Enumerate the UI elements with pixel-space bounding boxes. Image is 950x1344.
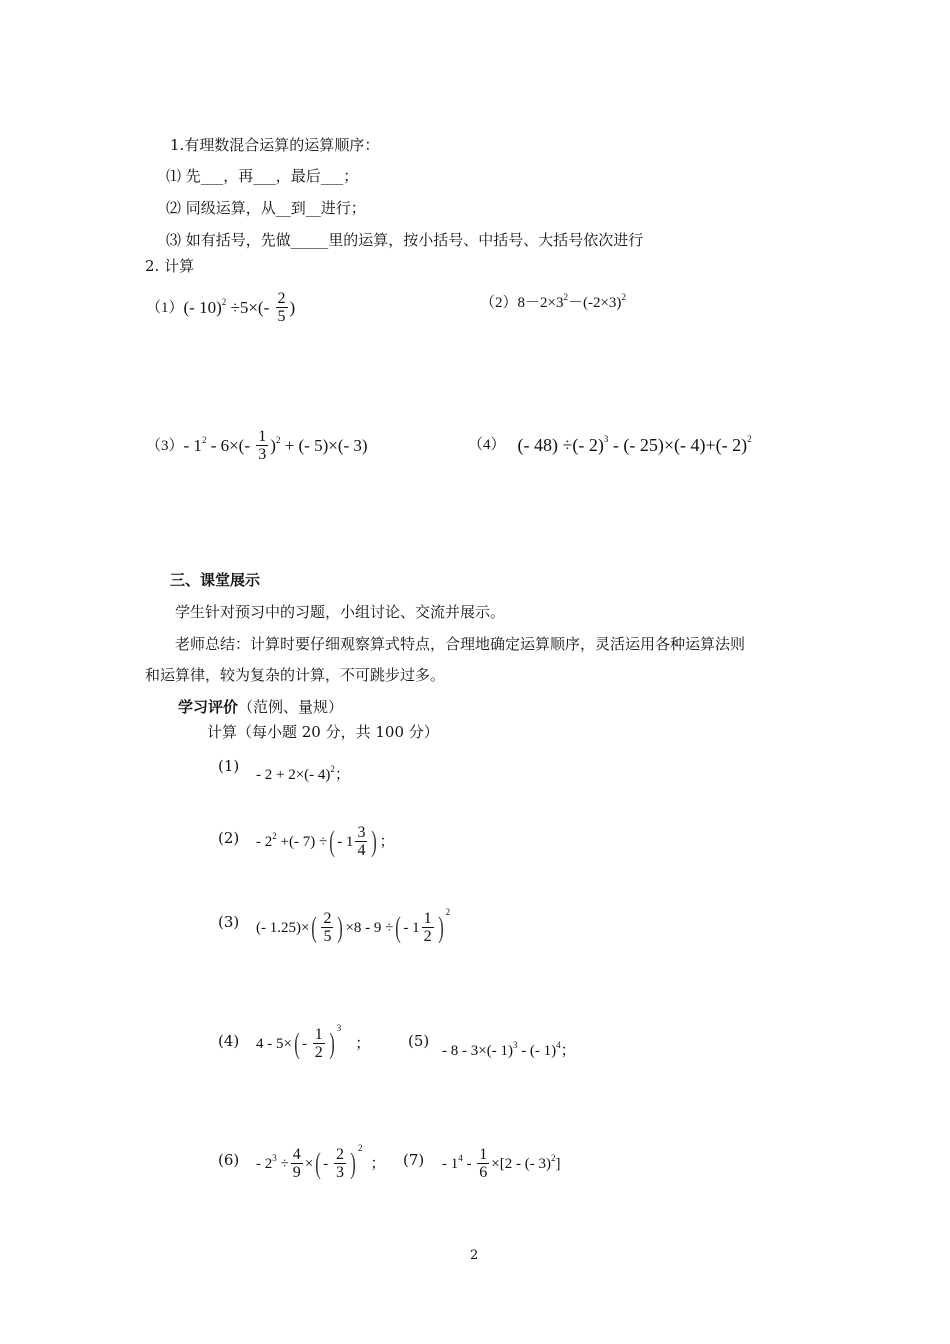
exponent: 3 bbox=[603, 434, 609, 444]
expr-part: ； bbox=[355, 1035, 371, 1052]
fraction: $\frac{4}{9}$ bbox=[292, 1146, 301, 1181]
section-3-heading: 三、课堂展示 bbox=[170, 571, 261, 589]
fraction: $\frac{2}{3}$ bbox=[335, 1146, 344, 1181]
exercise-3-label: (3) bbox=[218, 913, 240, 931]
expr-part: ； bbox=[370, 1155, 386, 1172]
expr-part: ×[2 - (- 3) bbox=[491, 1155, 551, 1172]
problem-4 bbox=[468, 434, 752, 456]
expr-part: × bbox=[304, 1155, 314, 1172]
expr-part: ] bbox=[555, 1155, 561, 1172]
exercise-2: - 2 2 +(- 7) ÷ ( - 1 $\frac{3}{4}$ ) ； bbox=[256, 824, 395, 859]
exponent: 2 bbox=[550, 1152, 556, 1163]
expr-part: ) bbox=[289, 297, 296, 317]
exercise-5 bbox=[442, 1040, 576, 1062]
exercise-1-label: (1) bbox=[218, 757, 240, 775]
expr-part: ； bbox=[334, 767, 350, 783]
expr-part: ×8 - 9 ÷ bbox=[345, 919, 394, 936]
exercise-5-label: (5) bbox=[408, 1032, 430, 1050]
expr-part: (- 48) ÷(- 2) bbox=[517, 435, 604, 455]
exponent: 4 bbox=[458, 1152, 463, 1163]
exponent: 2 bbox=[221, 296, 227, 307]
expr-part: - 2 bbox=[256, 833, 273, 850]
problem-3 bbox=[146, 428, 368, 463]
exponent: 3 bbox=[512, 1040, 518, 1050]
exponent: 3 bbox=[272, 1152, 277, 1163]
expr-part: - 8 - 3×(- 1) bbox=[442, 1043, 513, 1059]
page-number: 2 bbox=[470, 1248, 479, 1263]
expr-part: ) bbox=[270, 435, 276, 455]
fraction: $\frac{2}{5}$ bbox=[323, 910, 332, 945]
expr-part: - bbox=[323, 1155, 332, 1172]
exercise-6-label: (6) bbox=[218, 1151, 240, 1169]
fraction: $\frac{1}{6}$ bbox=[479, 1146, 488, 1181]
evaluation-instruction: 计算（每小题 20 分，共 100 分） bbox=[207, 723, 439, 741]
problem-4-label: （4） bbox=[468, 437, 506, 453]
expr-part: - bbox=[301, 1035, 311, 1052]
expr-part: - bbox=[462, 1155, 476, 1172]
section-3-para-2: 老师总结：计算时要仔细观察算式特点，合理地确定运算顺序，灵活运用各种运算法则 bbox=[175, 635, 746, 653]
exponent: 2 bbox=[747, 434, 752, 444]
expr-part: (- 1.25)× bbox=[256, 919, 310, 936]
exercise-2-label: (2) bbox=[218, 829, 240, 847]
expr-part: - 2 + 2×(- 4) bbox=[256, 767, 331, 783]
section-3-para-1: 学生针对预习中的习题，小组讨论、交流并展示。 bbox=[175, 603, 506, 621]
exponent: 2 bbox=[275, 434, 281, 445]
expr-part: ； bbox=[379, 833, 395, 850]
exponent: 2 bbox=[445, 906, 451, 917]
exponent: 2 bbox=[201, 434, 207, 445]
expr-part: (- 10) bbox=[183, 297, 222, 317]
evaluation-title: 学习评价 bbox=[178, 698, 239, 716]
order-title: 1.有理数混合运算的运算顺序： bbox=[170, 136, 380, 154]
expr-part: 4 - 5× bbox=[256, 1035, 292, 1052]
exponent: 2 bbox=[621, 292, 626, 302]
expr-part: - 1 bbox=[403, 919, 420, 936]
fraction: $\frac{3}{4}$ bbox=[357, 824, 366, 859]
expr-part: - 1 bbox=[183, 435, 202, 455]
expr-part: + (- 5)×(- 3) bbox=[280, 435, 368, 455]
exercise-4-label: (4) bbox=[218, 1032, 240, 1050]
expr-part: －(-2×3) bbox=[567, 295, 622, 311]
evaluation-note: （范例、量规） bbox=[238, 698, 344, 716]
problem-1-label: （1） bbox=[146, 299, 184, 316]
fraction: $\frac{1}{2}$ bbox=[423, 910, 432, 945]
expr-part: - 2 bbox=[256, 1155, 273, 1172]
expr-part: - 1 bbox=[442, 1155, 459, 1172]
problem-3-label: （3） bbox=[146, 437, 184, 454]
exercise-7-label: (7) bbox=[403, 1151, 425, 1169]
expr-part: - (- 1) bbox=[517, 1043, 557, 1059]
expr-part: - 1 bbox=[337, 833, 354, 850]
expr-part: ； bbox=[560, 1043, 576, 1059]
fraction: $\frac{2}{5}$ bbox=[277, 290, 286, 325]
problem-2-label: （2） bbox=[480, 295, 518, 311]
expr-part: +(- 7) ÷ bbox=[276, 833, 328, 850]
evaluation-heading bbox=[178, 697, 343, 717]
section-3-para-2-cont: 和运算律，较为复杂的计算，不可跳步过多。 bbox=[145, 666, 446, 684]
order-item-2: ⑵ 同级运算，从__到__进行； bbox=[166, 199, 366, 217]
exercise-3: (- 1.25)× ( $\frac{2}{5}$ ) ×8 - 9 ÷ ( - 1 $\frac{1}{2}$ ) 2 bbox=[256, 910, 450, 945]
exercise-4: 4 - 5× ( - $\frac{1}{2}$ ) 3 ； bbox=[256, 1026, 370, 1061]
exercise-7 bbox=[442, 1146, 560, 1181]
exercise-6: - 2 3 ÷ $\frac{4}{9}$ × ( - $\frac{2}{3}$ ) 2 ； bbox=[256, 1146, 385, 1181]
problem-2 bbox=[480, 292, 626, 314]
fraction: $\frac{1}{3}$ bbox=[258, 428, 267, 463]
expr-part: ÷5×(- bbox=[226, 297, 274, 317]
calc-title: 2. 计算 bbox=[145, 257, 195, 275]
exponent: 3 bbox=[336, 1022, 342, 1033]
exponent: 2 bbox=[357, 1142, 363, 1153]
exponent: 4 bbox=[556, 1040, 561, 1050]
expr-part: ÷ bbox=[276, 1155, 289, 1172]
order-item-1: ⑴ 先___，再___，最后___； bbox=[166, 167, 359, 185]
fraction: $\frac{1}{2}$ bbox=[314, 1026, 323, 1061]
order-item-3: ⑶ 如有括号，先做_____里的运算，按小括号、中括号、大括号依次进行 bbox=[166, 231, 644, 249]
expr-part: - 6×(- bbox=[206, 435, 255, 455]
expr-part: 8－2×3 bbox=[517, 295, 564, 311]
exponent: 2 bbox=[272, 830, 277, 841]
exponent: 2 bbox=[563, 292, 568, 302]
exponent: 2 bbox=[330, 764, 335, 774]
expr-part: - (- 25)×(- 4)+(- 2) bbox=[608, 435, 748, 455]
exercise-1 bbox=[256, 764, 350, 786]
problem-1 bbox=[146, 290, 295, 325]
